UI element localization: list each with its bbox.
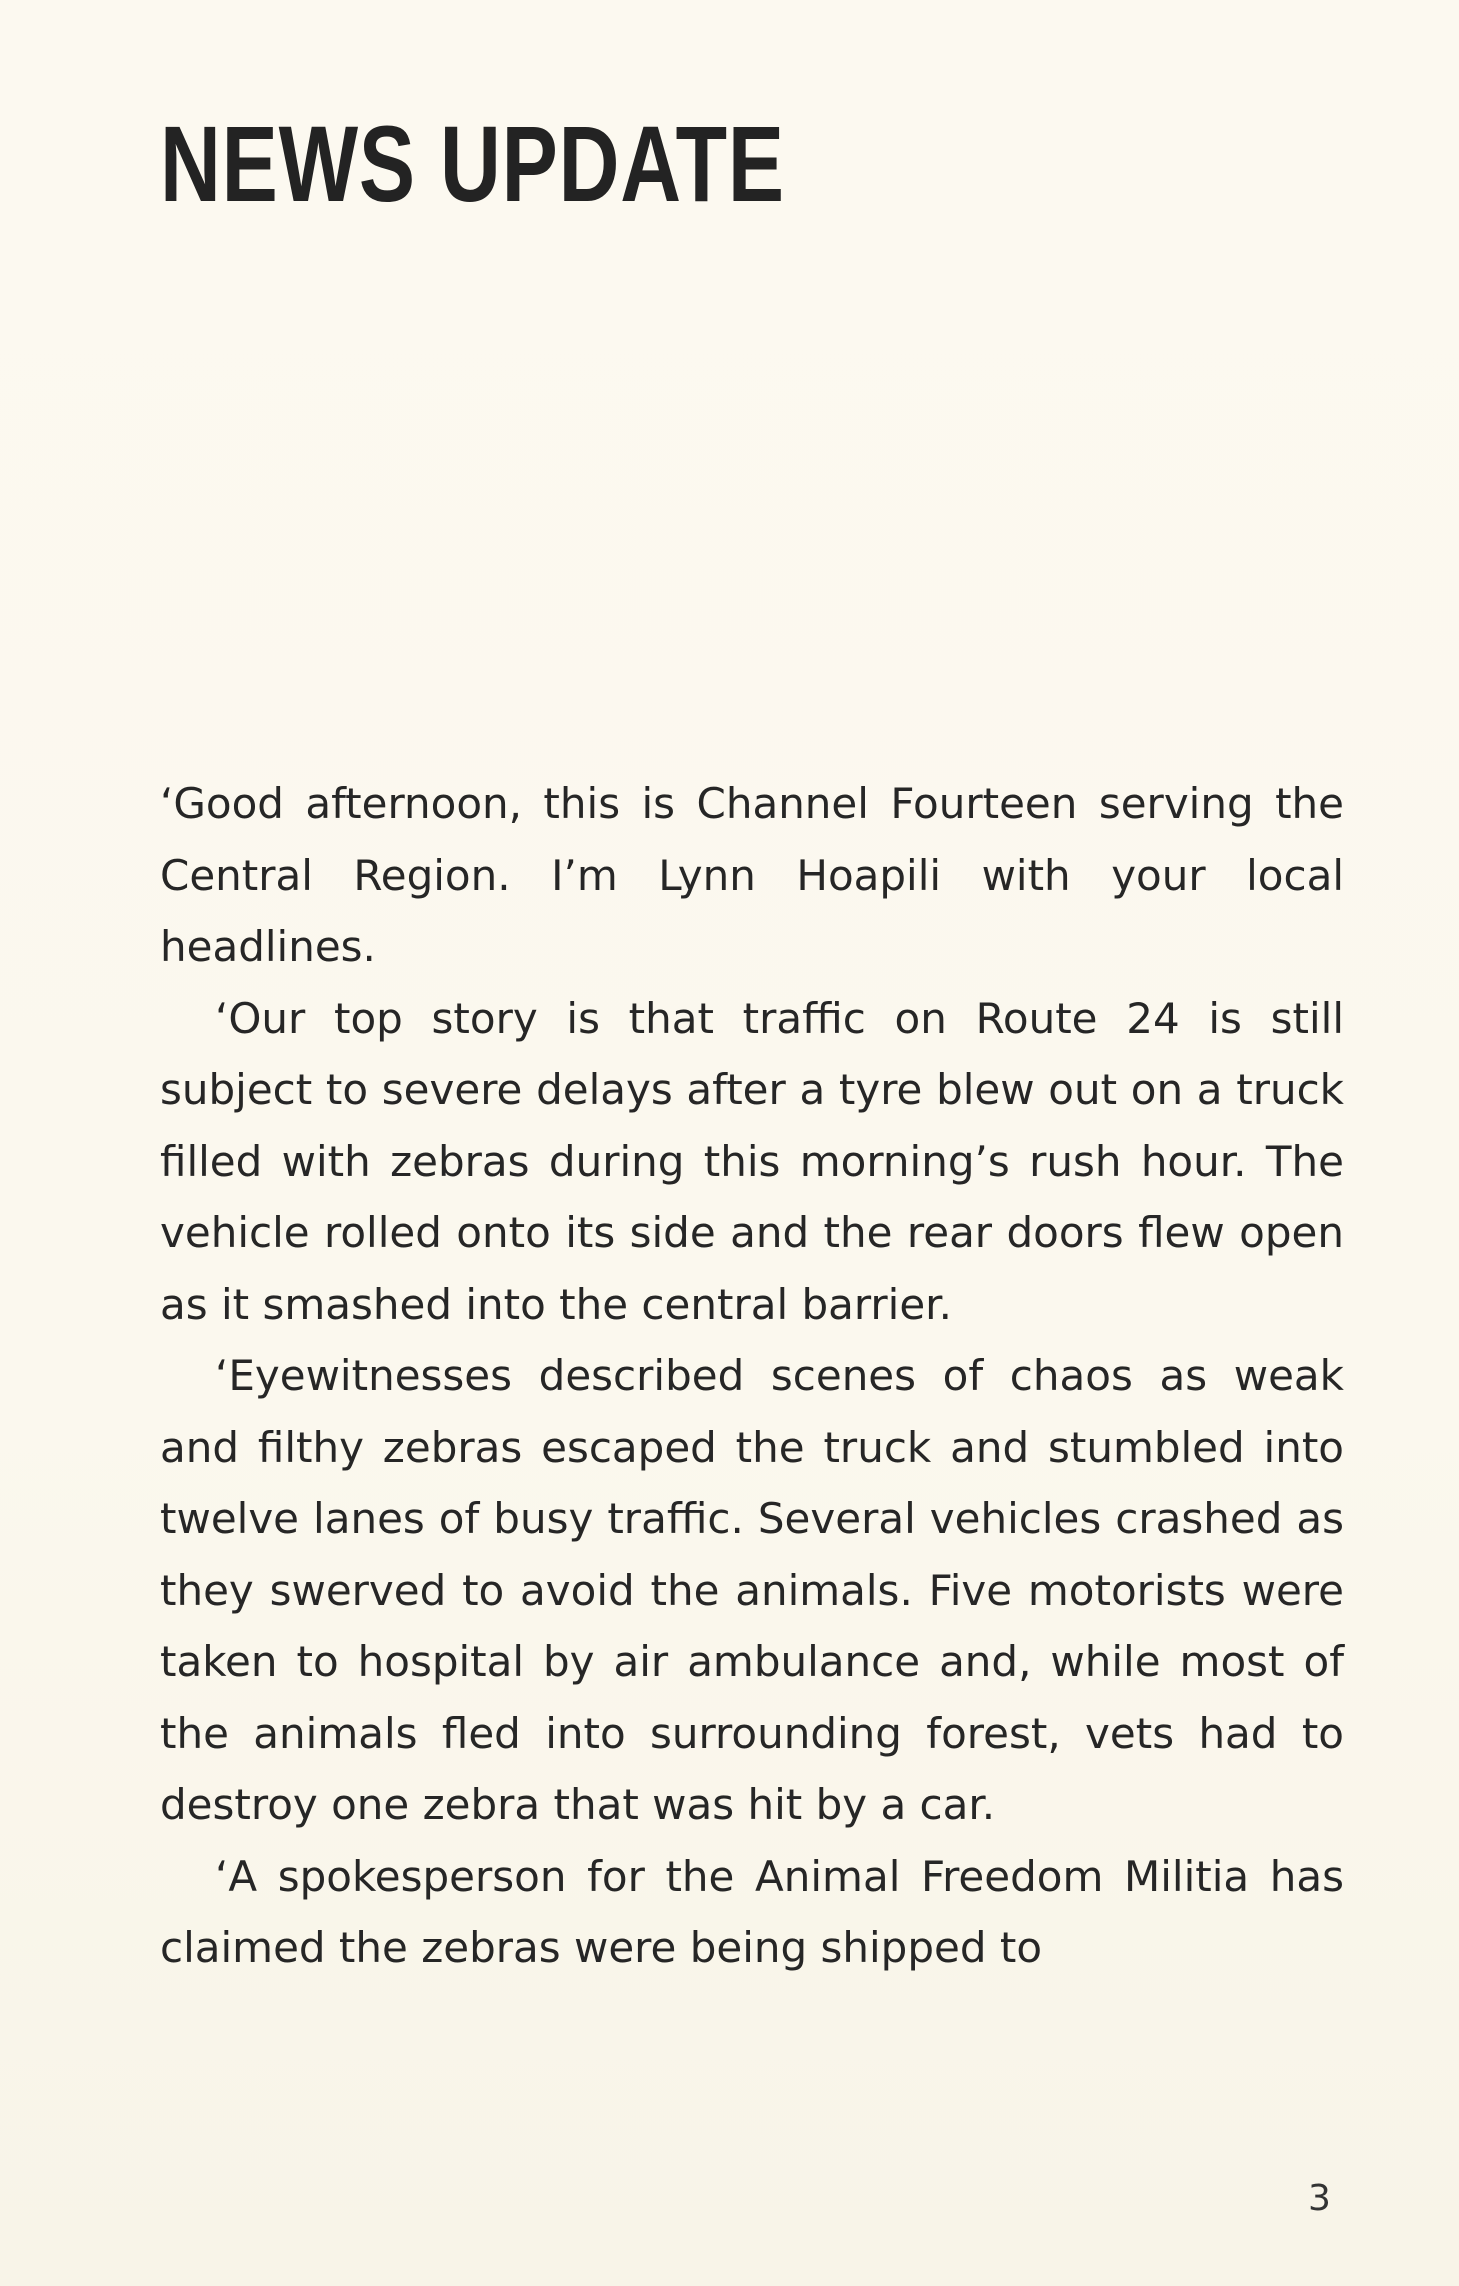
paragraph: ‘Our top story is that traffic on Route 24 is still subject to severe delays after a tyre blew out on a truck filled with zebras during this morning’s rush hour. The vehicle rolled onto its side and the rear doors flew open as it smashed into the central barrier. bbox=[160, 993, 1344, 1329]
paragraph: ‘A spokesperson for the Animal Freedom Militia has claimed the zebras were being shipped to bbox=[160, 1851, 1344, 1972]
body-text bbox=[160, 768, 1344, 1984]
page-number: 3 bbox=[1308, 2178, 1331, 2219]
page-heading: NEWS UPDATE bbox=[160, 103, 785, 224]
paragraph: ‘Good afternoon, this is Channel Fourteen serving the Central Region. I’m Lynn Hoapili with your local headlines. bbox=[160, 779, 1344, 971]
paragraph: ‘Eyewitnesses described scenes of chaos as weak and filthy zebras escaped the truck and stumbled into twelve lanes of busy traffic. Several vehicles crashed as they swerved to avoid the animals. Five motorists were taken to hospital by air ambulance and, while most of the animals fled into surrounding forest, vets had to destroy one zebra that was hit by a car. bbox=[160, 1351, 1344, 1829]
